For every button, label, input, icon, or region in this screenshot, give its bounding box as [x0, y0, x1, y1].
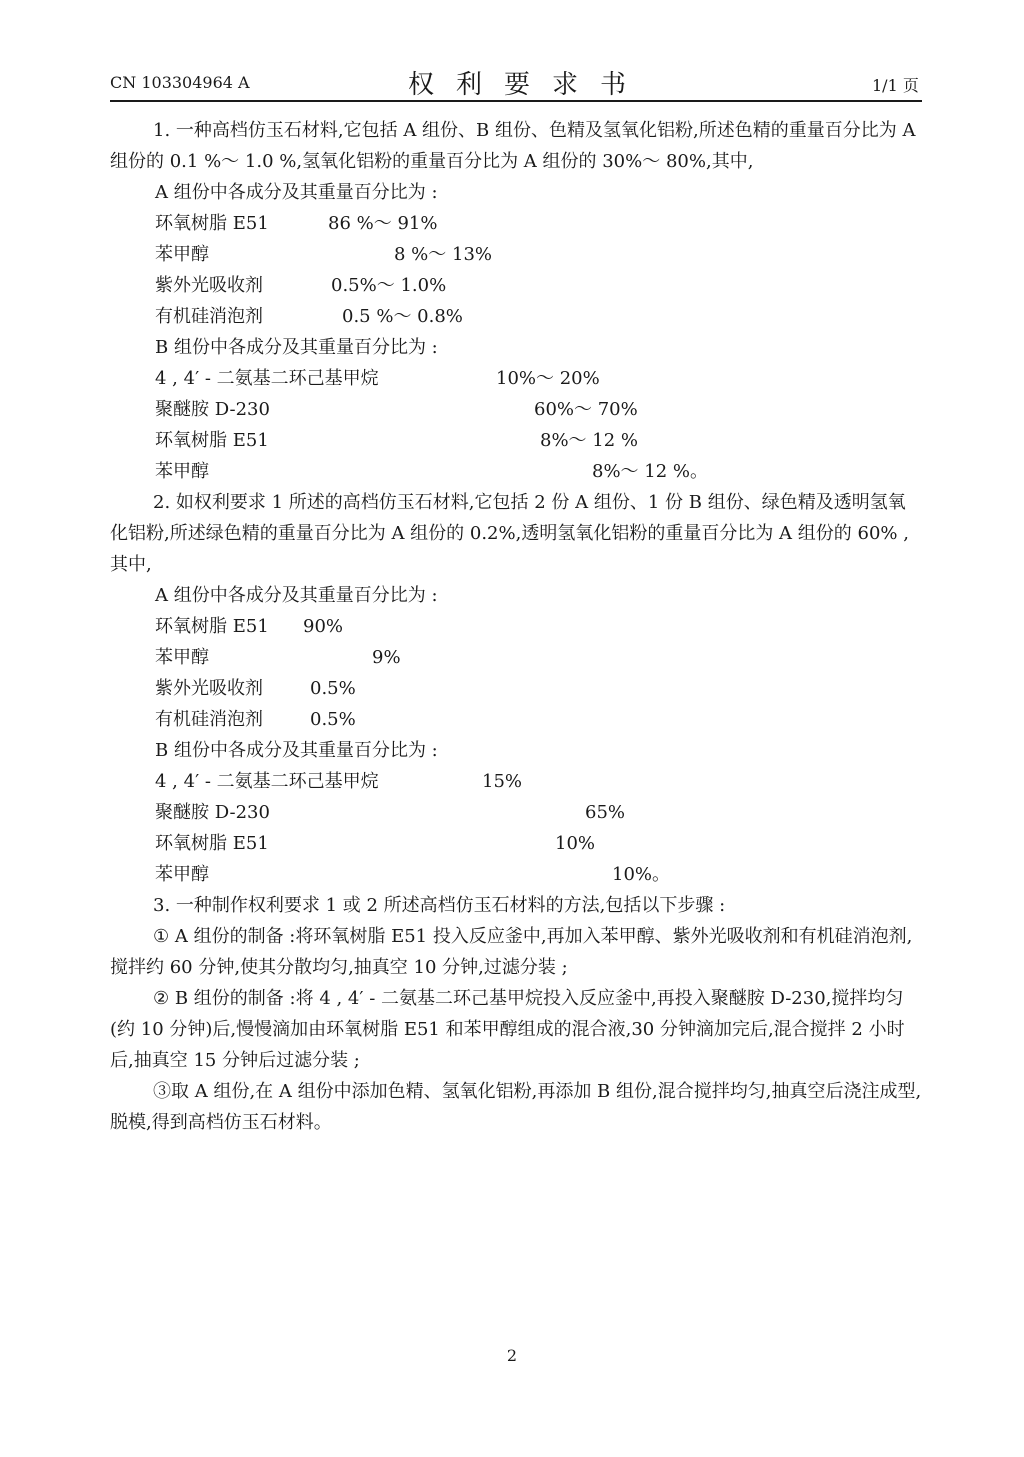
- claim-2-a-item: 环氧树脂 E51 90%: [155, 616, 344, 637]
- page-number: 2: [506, 1346, 518, 1365]
- claim-2-b-heading: B 组份中各成分及其重量百分比为 :: [155, 740, 438, 761]
- header-rule: [110, 100, 922, 102]
- claim-1-b-item: 苯甲醇 8%～ 12 %。: [155, 461, 709, 482]
- claim-2-b-item: 聚醚胺 D-230 65%: [155, 802, 626, 823]
- claim-2-b-item: 4 , 4′ - 二氨基二环己基甲烷 15%: [155, 771, 523, 792]
- claim-1-b-heading: B 组份中各成分及其重量百分比为 :: [155, 337, 438, 358]
- claim-1-a-item: 苯甲醇 8 %～ 13%: [155, 244, 493, 265]
- page-indicator: 1/1 页: [872, 76, 919, 95]
- claim-1-b-item: 聚醚胺 D-230 60%～ 70%: [155, 399, 638, 420]
- claims-body: [110, 115, 922, 1138]
- claim-2-a-item: 有机硅消泡剂 0.5%: [155, 709, 356, 730]
- claim-1-b-item: 环氧树脂 E51 8%～ 12 %: [155, 430, 639, 451]
- document-number: CN 103304964 A: [110, 73, 250, 92]
- claim-2-a-heading: A 组份中各成分及其重量百分比为 :: [155, 585, 438, 606]
- claim-3-step-1: ① A 组份的制备 :将环氧树脂 E51 投入反应釜中,再加入苯甲醇、紫外光吸收剂和有机硅消泡剂,搅拌约 60 分钟,使其分散均匀,抽真空 10 分钟,过滤分装 ;: [110, 926, 913, 978]
- claim-1-intro: 1. 一种高档仿玉石材料,它包括 A 组份、B 组份、色精及氢氧化铝粉,所述色精的重量百分比为 A 组份的 0.1 %～ 1.0 %,氢氧化铝粉的重量百分比为 A 组份的 30%～ 80%,其中,: [110, 120, 916, 172]
- claim-2-b-item: 苯甲醇 10%。: [155, 864, 671, 885]
- claim-3-step-2: ② B 组份的制备 :将 4 , 4′ - 二氨基二环己基甲烷投入反应釜中,再投入聚醚胺 D-230,搅拌均匀(约 10 分钟)后,慢慢滴加由环氧树脂 E51 和苯甲醇组成的混合液,30 分钟滴加完后,混合搅拌 2 小时后,抽真空 15 分钟后过滤分装 ;: [110, 988, 905, 1071]
- claim-3-intro: 3. 一种制作权利要求 1 或 2 所述高档仿玉石材料的方法,包括以下步骤 :: [153, 895, 726, 916]
- claim-1-a-heading: A 组份中各成分及其重量百分比为 :: [155, 182, 438, 203]
- claim-1-a-item: 环氧树脂 E51 86 %～ 91%: [155, 213, 438, 234]
- claim-2-b-item: 环氧树脂 E51 10%: [155, 833, 596, 854]
- claim-1-a-item: 紫外光吸收剂 0.5%～ 1.0%: [155, 275, 447, 296]
- document-title: 权利要求书: [408, 70, 649, 100]
- claim-2-a-item: 紫外光吸收剂 0.5%: [155, 678, 356, 699]
- claim-3-step-3: ③取 A 组份,在 A 组份中添加色精、氢氧化铝粉,再添加 B 组份,混合搅拌均匀,抽真空后浇注成型,脱模,得到高档仿玉石材料。: [110, 1081, 922, 1133]
- claim-1-a-item: 有机硅消泡剂 0.5 %～ 0.8%: [155, 306, 463, 327]
- claim-1-b-item: 4 , 4′ - 二氨基二环己基甲烷 10%～ 20%: [155, 368, 600, 389]
- claim-2-a-item: 苯甲醇 9%: [155, 647, 401, 668]
- claim-2-intro: 2. 如权利要求 1 所述的高档仿玉石材料,它包括 2 份 A 组份、1 份 B 组份、绿色精及透明氢氧化铝粉,所述绿色精的重量百分比为 A 组份的 0.2%,透明氢氧化铝粉的重量百分比为 A 组份的 60% ,其中,: [110, 492, 909, 575]
